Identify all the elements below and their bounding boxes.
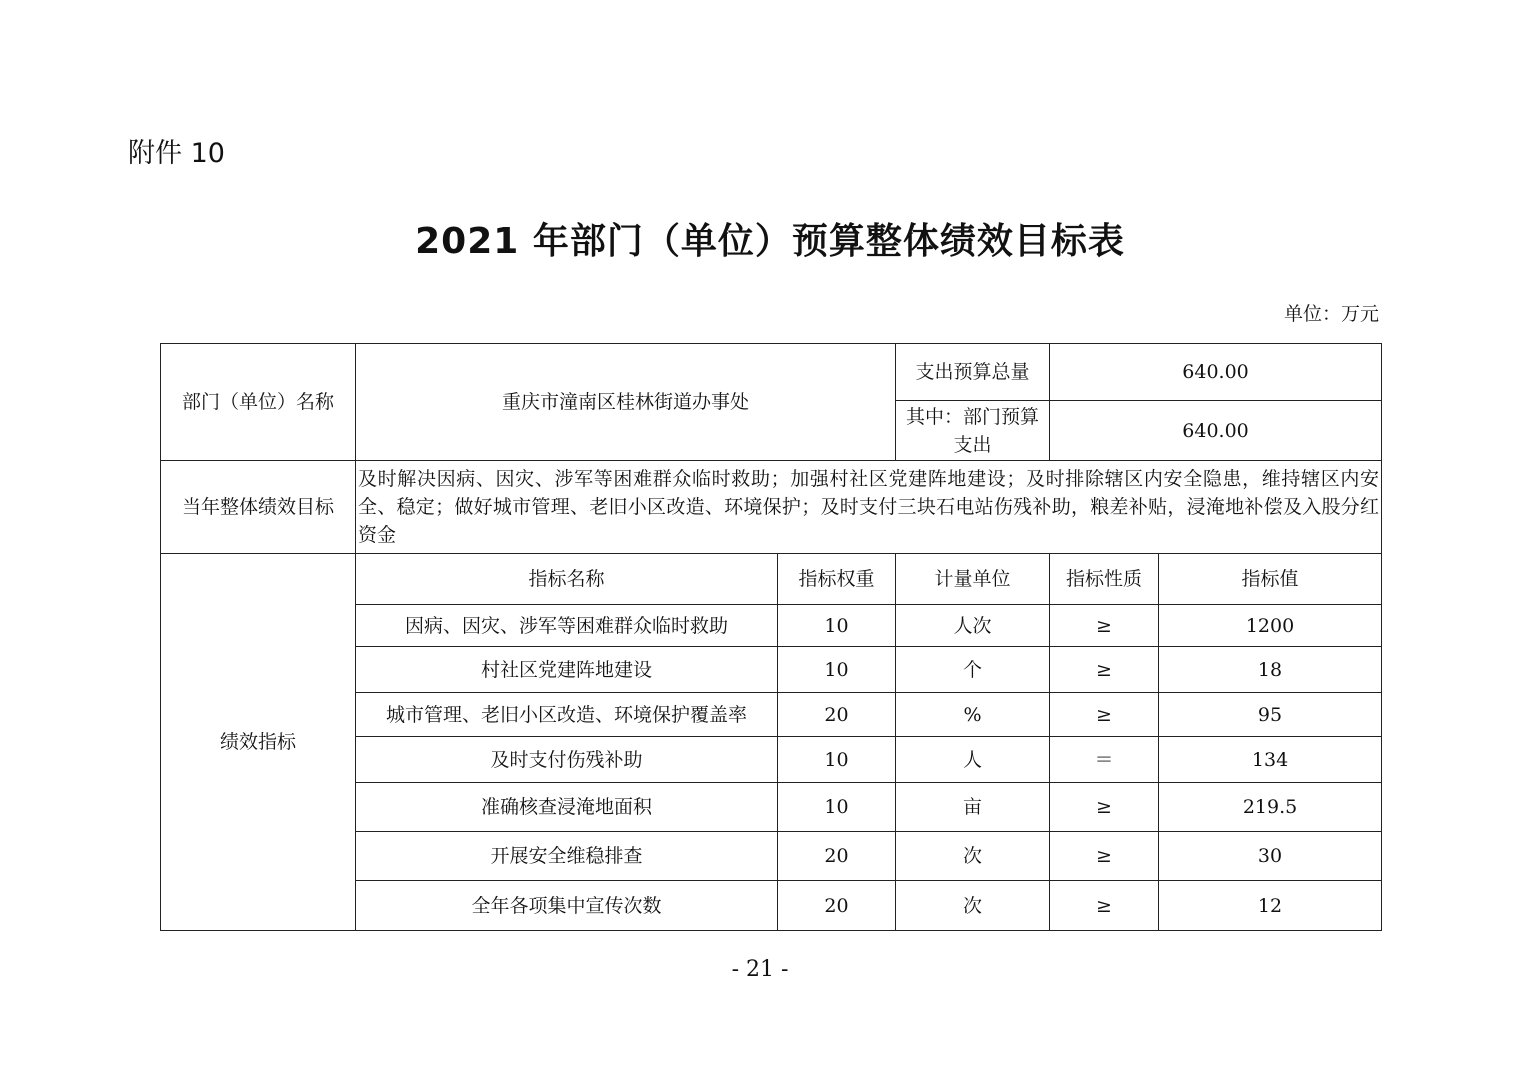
table-row: [161, 461, 1382, 554]
indicator-weight: 10: [778, 647, 896, 693]
page-number: - 21 -: [731, 957, 789, 982]
indicator-name: 城市管理、老旧小区改造、环境保护覆盖率: [356, 693, 778, 737]
annual-goal-text: 及时解决因病、因灾、涉军等困难群众临时救助；加强村社区党建阵地建设；及时排除辖区内安全隐患，维持辖区内安全、稳定；做好城市管理、老旧小区改造、环境保护；及时支付三块石电站伤残补助，粮差补贴，浸淹地补偿及入股分红资金: [356, 461, 1382, 554]
indicator-unit: 人: [896, 737, 1050, 783]
indicator-value: 12: [1159, 881, 1382, 931]
indicator-weight: 20: [778, 832, 896, 881]
header-indicator-name: 指标名称: [356, 554, 778, 605]
indicator-name: 准确核查浸淹地面积: [356, 783, 778, 832]
indicator-unit: %: [896, 693, 1050, 737]
indicator-weight: 10: [778, 737, 896, 783]
indicator-weight: 20: [778, 881, 896, 931]
indicator-header-row: [161, 554, 1382, 605]
indicator-weight: 20: [778, 693, 896, 737]
unit-label: 单位：万元: [1283, 303, 1379, 325]
indicator-nature: ＝: [1050, 737, 1159, 783]
indicator-name: 因病、因灾、涉军等困难群众临时救助: [356, 605, 778, 647]
indicator-nature: ≥: [1050, 647, 1159, 693]
dept-budget-label: 其中：部门预算支出: [896, 401, 1050, 461]
indicator-nature: ≥: [1050, 783, 1159, 832]
performance-target-table: [160, 343, 1382, 931]
indicator-value: 134: [1159, 737, 1382, 783]
indicator-name: 及时支付伤残补助: [356, 737, 778, 783]
total-budget-value: 640.00: [1050, 344, 1382, 401]
indicator-nature: ≥: [1050, 832, 1159, 881]
indicators-section-label: 绩效指标: [161, 554, 356, 931]
annual-goal-label: 当年整体绩效目标: [161, 461, 356, 554]
attachment-label: 附件 10: [128, 138, 225, 169]
header-indicator-value: 指标值: [1159, 554, 1382, 605]
indicator-name: 村社区党建阵地建设: [356, 647, 778, 693]
indicator-value: 219.5: [1159, 783, 1382, 832]
indicator-value: 1200: [1159, 605, 1382, 647]
header-indicator-weight: 指标权重: [778, 554, 896, 605]
indicator-nature: ≥: [1050, 881, 1159, 931]
indicator-value: 95: [1159, 693, 1382, 737]
indicator-unit: 亩: [896, 783, 1050, 832]
indicator-value: 18: [1159, 647, 1382, 693]
indicator-nature: ≥: [1050, 693, 1159, 737]
indicator-nature: ≥: [1050, 605, 1159, 647]
indicator-name: 全年各项集中宣传次数: [356, 881, 778, 931]
document-title: 2021 年部门（单位）预算整体绩效目标表: [415, 221, 1125, 262]
indicator-unit: 个: [896, 647, 1050, 693]
header-measure-unit: 计量单位: [896, 554, 1050, 605]
dept-name-value: 重庆市潼南区桂林街道办事处: [356, 344, 896, 461]
dept-budget-value: 640.00: [1050, 401, 1382, 461]
indicator-value: 30: [1159, 832, 1382, 881]
indicator-weight: 10: [778, 605, 896, 647]
table-row: [161, 344, 1382, 401]
indicator-unit: 次: [896, 881, 1050, 931]
indicator-name: 开展安全维稳排查: [356, 832, 778, 881]
header-indicator-nature: 指标性质: [1050, 554, 1159, 605]
total-budget-label: 支出预算总量: [896, 344, 1050, 401]
indicator-weight: 10: [778, 783, 896, 832]
indicator-unit: 次: [896, 832, 1050, 881]
dept-name-label: 部门（单位）名称: [161, 344, 356, 461]
indicator-unit: 人次: [896, 605, 1050, 647]
